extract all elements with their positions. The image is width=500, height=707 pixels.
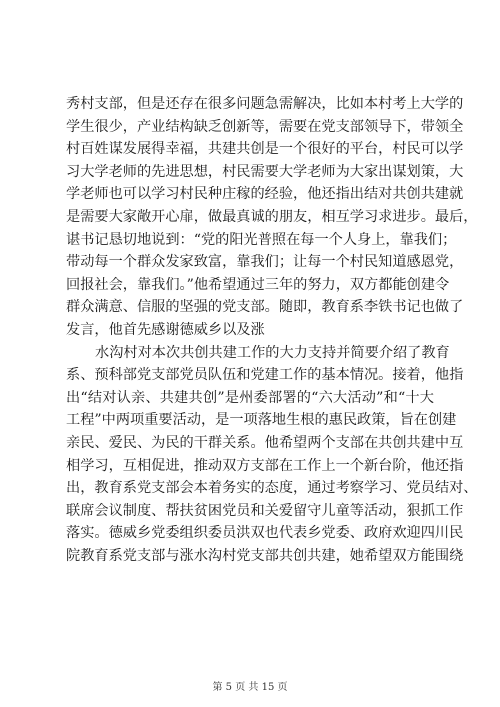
text-line: 院教育系党支部与涨水沟村党支部共创共建，她希望双方能围绕 xyxy=(66,547,464,564)
text-line: 习大学老师的先进思想，村民需要大学老师为大家出谋划策，大 xyxy=(66,163,464,180)
text-line: 系、预科部党支部党员队伍和党建工作的基本情况。接着，他指 xyxy=(66,367,464,384)
text-line: 落实。德威乡党委组织委员洪双也代表乡党委、政府欢迎四川民 xyxy=(66,525,464,542)
text-line: 带动每一个群众发家致富，靠我们；让每一个村民知道感恩党， xyxy=(66,254,464,271)
text-line: 是需要大家敞开心扉，做最真诚的朋友，相互学习求进步。最后， xyxy=(66,208,478,225)
text-line: 村百姓谋发展得幸福，共建共创是一个很好的平台，村民可以学 xyxy=(66,141,464,158)
text-line: 出“结对认亲、共建共创”是州委部署的“六大活动”和“十大 xyxy=(66,389,434,406)
text-line: 水沟村对本次共创共建工作的大力支持并简要介绍了教育 xyxy=(95,344,450,361)
text-line: 群众满意、信服的坚强的党支部。随即，教育系李铁书记也做了 xyxy=(66,299,464,316)
text-line: 联席会议制度、帮扶贫困党员和关爱留守儿童等活动，狠抓工作 xyxy=(66,502,464,519)
text-line: 工程”中两项重要活动，是一项落地生根的惠民政策，旨在创建 xyxy=(66,412,457,429)
text-line: 谌书记恳切地说到：“党的阳光普照在每一个人身上，靠我们； xyxy=(66,231,457,248)
text-line: 学生很少，产业结构缺乏创新等，需要在党支部领导下，带领全 xyxy=(66,118,464,135)
page-footer: 第 5 页 共 15 页 xyxy=(212,682,288,693)
text-line: 回报社会，靠我们。”他希望通过三年的努力，双方都能创建令 xyxy=(66,276,450,293)
text-line: 学老师也可以学习村民种庄稼的经验，他还指出结对共创共建就 xyxy=(66,186,464,203)
document-body xyxy=(66,93,478,567)
text-line: 亲民、爱民、为民的干群关系。他希望两个支部在共创共建中互 xyxy=(66,434,464,451)
text-line: 发言，他首先感谢德威乡以及涨 xyxy=(66,321,265,338)
text-line: 相学习，互相促进，推动双方支部在工作上一个新台阶，他还指 xyxy=(66,457,464,474)
text-line: 秀村支部，但是还存在很多问题急需解决，比如本村考上大学的 xyxy=(66,96,464,112)
text-line: 出，教育系党支部会本着务实的态度，通过考察学习、党员结对、 xyxy=(66,480,478,497)
